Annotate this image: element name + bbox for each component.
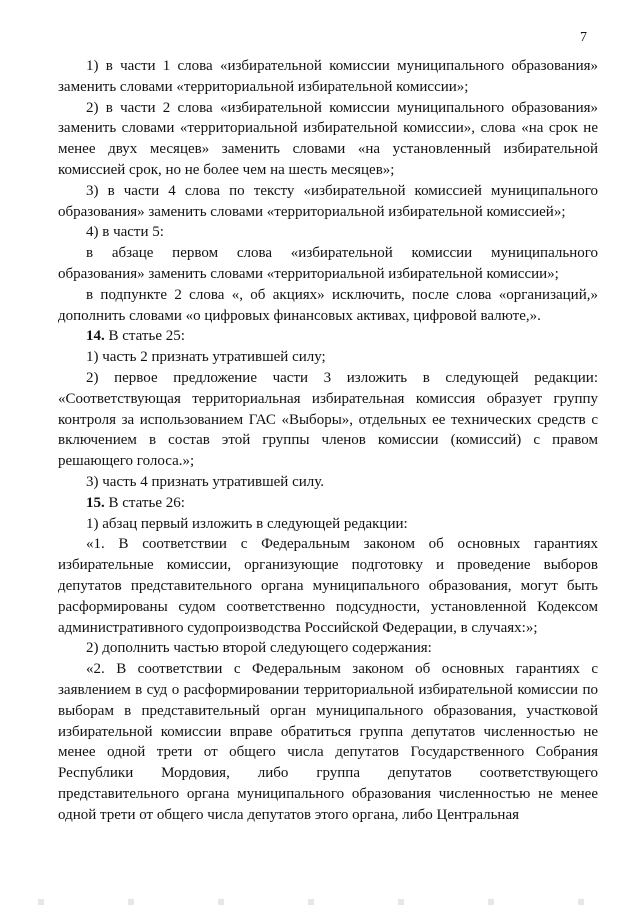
document-body (58, 56, 598, 825)
article-number: 15. (86, 494, 105, 511)
paragraph: 1) абзац первый изложить в следующей редакции: (86, 515, 408, 532)
paragraph: в абзаце первом слова «избирательной комиссии муниципального образования» заменить словами «территориальной избирательной комиссии»; (58, 245, 598, 282)
paragraph: 2) в части 2 слова «избирательной комиссии муниципального образования» заменить словами «территориальной избирательной комиссии», слова «на срок не менее двух месяцев» заменить словами «на установленный избирательной комиссией срок, но не более чем на шесть месяцев»; (58, 99, 598, 178)
paragraph: 2) дополнить частью второй следующего содержания: (86, 640, 432, 657)
page-number: 7 (580, 30, 587, 45)
paragraph: «2. В соответствии с Федеральным законом об основных гарантиях с заявлением в суд о расформировании территориальной избирательной комиссии по выборам в представительный орган муниципального образования, участковой избирательной комиссии вправе обратиться группа депутатов численностью не менее одной трети от общего числа депутатов Государственного Собрания Республики Мордовия, либо группа депутатов соответствующего представительного органа муниципального образования численностью не менее одной трети от общего числа депутатов этого органа, либо Центральная (58, 661, 598, 823)
paragraph: 2) первое предложение части 3 изложить в следующей редакции: «Соответствующая территориальная избирательная комиссия образует группу контроля за использованием ГАС «Выборы», отдельных ее технических средств с включением в состав этой группы членов комиссии (комиссий) с правом решающего голоса.»; (58, 369, 598, 470)
paragraph: в подпункте 2 слова «, об акциях» исключить, после слова «организаций,» дополнить словами «о цифровых финансовых активах, цифровой валюте,». (58, 286, 598, 324)
article-heading (58, 493, 598, 514)
paragraph: 3) часть 4 признать утратившей силу. (86, 473, 325, 490)
scan-edge-artifact (0, 899, 640, 905)
article-heading-text: В статье 26: (104, 494, 185, 511)
paragraph: 1) в части 1 слова «избирательной комиссии муниципального образования» заменить словами «территориальной избирательной комиссии»; (58, 58, 598, 95)
article-heading-text: В статье 25: (104, 328, 185, 345)
paragraph: «1. В соответствии с Федеральным законом об основных гарантиях избирательные комиссии, организующие подготовку и проведение выборов депутатов представительного органа муниципального образования, могут быть расформированы судом соответственно подсудности, установленной Кодексом административного судопроизводства Российской Федерации, в случаях:»; (58, 536, 598, 636)
paragraph: 3) в части 4 слова по тексту «избирательной комиссией муниципального образования» заменить словами «территориальной избирательной комиссией»; (58, 182, 598, 220)
article-heading (58, 326, 598, 347)
paragraph: 4) в части 5: (86, 224, 164, 241)
paragraph: 1) часть 2 признать утратившей силу; (86, 349, 326, 366)
article-number: 14. (86, 328, 105, 345)
